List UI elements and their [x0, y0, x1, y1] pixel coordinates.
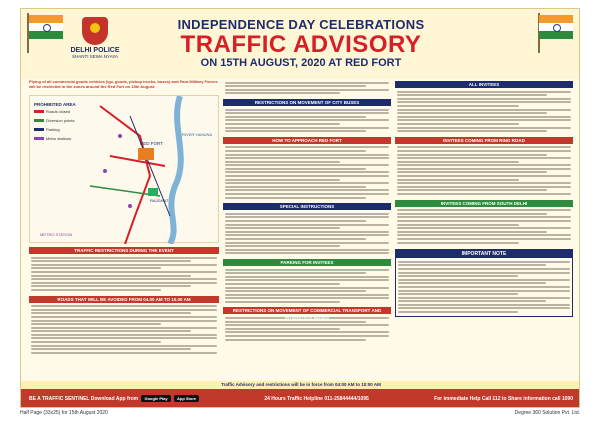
- section-from-south: INVITEES COMING FROM SOUTH DELHI: [395, 200, 573, 207]
- section-via-ring-road: INVITEES COMING FROM RING ROAD: [395, 137, 573, 144]
- section-body: [223, 79, 391, 97]
- closed-road-path: [100, 106, 150, 244]
- section-body: [29, 303, 219, 357]
- column-left: [29, 245, 219, 356]
- section-body: [396, 258, 572, 316]
- legend-swatch: [34, 119, 44, 122]
- legend-swatch: [34, 137, 44, 140]
- footer-notice: Traffic Advisory and restrictions will be in force from 04:00 AM to 10:00 AM: [21, 381, 580, 389]
- red-fort-marker: [138, 148, 154, 160]
- route-map: [29, 95, 219, 243]
- legend-item: [34, 134, 96, 143]
- yamuna-label: RIVER YAMUNA: [182, 132, 213, 137]
- intro-text: Plying of all commercial goods vehicles (lgv, goods, pickup trucks, buses) and Para Military Forces will be restricted in the zones around the Red Fort on 15th August.: [29, 79, 218, 89]
- title-line1: INDEPENDENCE DAY CELEBRATIONS: [177, 17, 425, 32]
- footer-helpline: 24 Hours Traffic Helpline 011-25844444/1095: [264, 396, 369, 402]
- river-path: [170, 96, 181, 244]
- org-tag: SHANTI SEWA NYAYA: [71, 54, 119, 59]
- legend-label: Roads closed: [46, 109, 71, 114]
- section-body: [29, 254, 219, 294]
- map-legend: [34, 102, 96, 143]
- footer-bar: [21, 389, 580, 408]
- section-body: [223, 266, 391, 306]
- section-traffic-restrictions: TRAFFIC RESTRICTIONS DURING THE EVENT: [29, 247, 219, 254]
- legend-title: PROHIBITED AREA: [34, 102, 76, 107]
- legend-label: Metro stations: [46, 136, 72, 141]
- metro-label: METRO STATION: [40, 232, 73, 237]
- column-right: [395, 79, 573, 317]
- rajghat-marker: [148, 188, 158, 196]
- legend-item: [34, 116, 96, 125]
- section-how-to-approach: HOW TO APPROACH RED FORT: [223, 137, 391, 144]
- title-line3: ON 15TH AUGUST, 2020 AT RED FORT: [200, 57, 402, 69]
- legend-swatch: [34, 110, 44, 113]
- footer-help: For immediate Help Call 112 to Share information call 1090: [434, 396, 573, 402]
- metro-marker: [103, 169, 107, 173]
- legend-swatch: [34, 128, 44, 131]
- traffic-advisory-ad: [20, 8, 580, 408]
- section-body: [395, 207, 573, 247]
- legend-item: [34, 125, 96, 134]
- important-note-box: [395, 249, 573, 317]
- header: [21, 9, 580, 79]
- section-body: [395, 144, 573, 198]
- app-store-badge[interactable]: App Store: [174, 395, 199, 402]
- section-body: [395, 88, 573, 135]
- legend-label: Parking: [46, 127, 60, 132]
- metro-marker: [118, 134, 122, 138]
- column-middle: [223, 79, 391, 343]
- caption-left: Half Page (33x25) for 15th August 2020: [20, 410, 108, 416]
- section-body: [223, 210, 391, 257]
- section-special: SPECIAL INSTRUCTIONS: [223, 203, 391, 210]
- section-body: [223, 106, 391, 135]
- caption-right: Degree 360 Solution Pvt. Ltd.: [514, 410, 580, 416]
- section-restrictions-buses: RESTRICTIONS ON MOVEMENT OF CITY BUSES: [223, 99, 391, 106]
- section-parking: PARKING FOR INVITEES: [223, 259, 391, 266]
- red-fort-label: RED FORT: [140, 141, 163, 146]
- important-note-title: IMPORTANT NOTE: [396, 250, 572, 258]
- section-all-invitees: ALL INVITEES: [395, 81, 573, 88]
- title-line2: TRAFFIC ADVISORY: [180, 31, 422, 58]
- legend-label: Diversion points: [46, 118, 75, 123]
- metro-marker: [128, 204, 132, 208]
- closed-road-path-2: [110, 156, 165, 166]
- section-public-transport: RESTRICTIONS ON MOVEMENT OF COMMERCIAL TRANSPORT AND INTERSTATE BUSES: [223, 307, 391, 314]
- google-play-badge[interactable]: Google Play: [141, 395, 170, 402]
- org-name: DELHI POLICE: [70, 47, 120, 54]
- sentinel-text: BE A TRAFFIC SENTINEL Download App from: [29, 396, 139, 402]
- footer-sentinel: [29, 396, 199, 402]
- section-body: [223, 144, 391, 202]
- legend-item: [34, 107, 96, 116]
- rajghat-label: RAJGHAT: [150, 198, 169, 203]
- section-roads-closed: ROADS THAT WILL BE AVOIDED FROM 04.00 AM TO 10.00 AM: [29, 296, 219, 303]
